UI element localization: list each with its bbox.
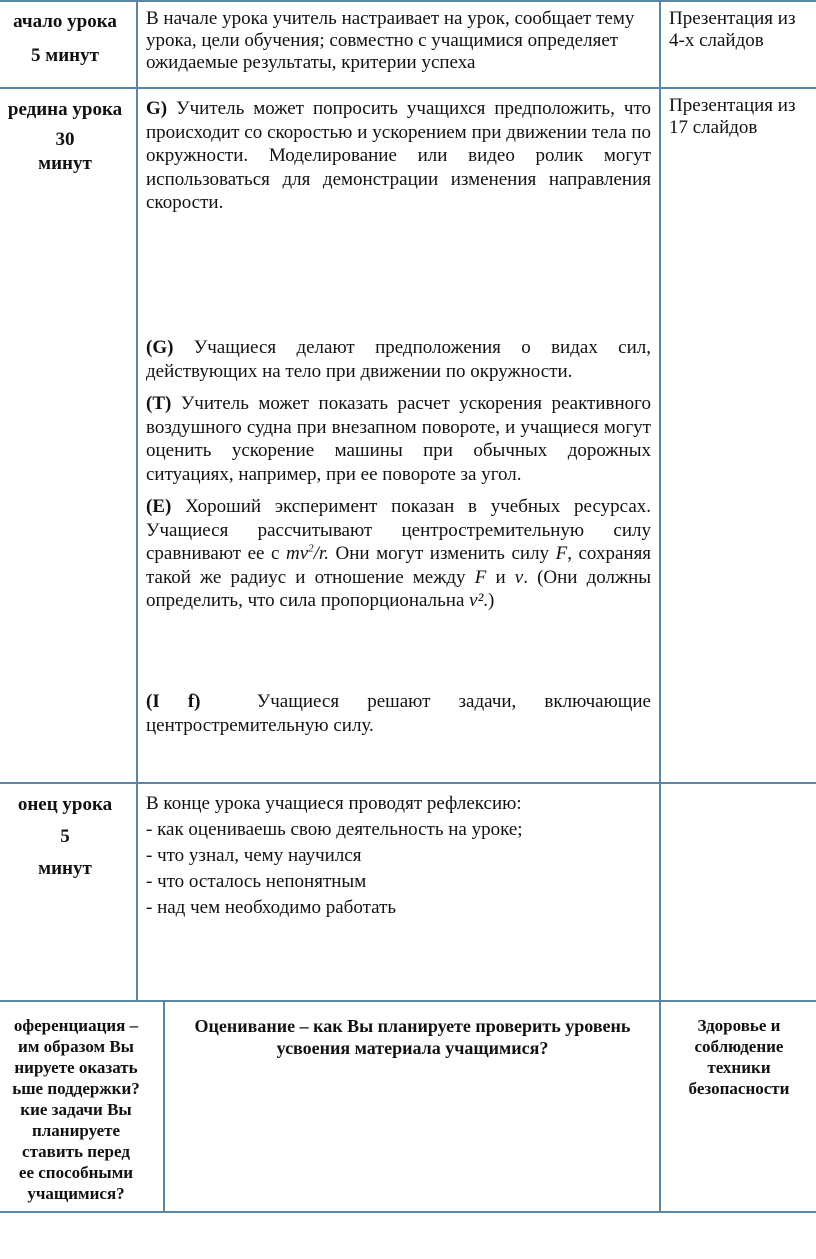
end-content (146, 791, 651, 921)
middle-resources: Презентация из 17 слайдов (669, 95, 796, 138)
list-item: - что узнал, чему научился (146, 845, 362, 866)
phase-middle-cell (0, 98, 136, 176)
phase-start-cell (0, 10, 136, 68)
column-divider (136, 0, 138, 1001)
phase-end-cell (0, 793, 136, 881)
variable-v-squared: v² (469, 590, 484, 611)
activity-text: Учащиеся решают задачи, включающие центростремительную силу. (146, 691, 651, 736)
list-item: - как оцениваешь свою деятельность на уроке; (146, 819, 523, 840)
formula-denominator: /r. (313, 543, 329, 564)
list-item: - над чем необходимо работать (146, 897, 397, 918)
row-divider (0, 87, 816, 89)
heading-line: ее способными (18, 1163, 134, 1182)
activity-label: G) (146, 98, 168, 119)
assessment-heading: Оценивание – как Вы планируете проверить уровень усвоения материала учащимися? (194, 1016, 631, 1058)
phase-time-number: 30 (55, 129, 75, 150)
heading-line: ьше поддержки? (12, 1079, 140, 1098)
table-border-bottom (0, 1211, 816, 1213)
column-divider (659, 1000, 661, 1213)
phase-time-unit: минут (38, 858, 92, 879)
reflection-intro: В конце урока учащиеся проводят рефлексию: (146, 793, 522, 814)
middle-paragraph-g (146, 97, 651, 215)
phase-time-number: 5 (60, 826, 70, 847)
activity-label: (I f) (146, 691, 201, 712)
activity-text: .) (483, 590, 495, 611)
phase-time-unit: минут (38, 153, 92, 174)
differentiation-heading (0, 1015, 162, 1204)
formula: mv (286, 543, 309, 564)
heading-line: кие задачи Вы (20, 1100, 132, 1119)
activity-label: (T) (146, 393, 172, 414)
phase-title: онец урока (17, 794, 113, 815)
row-divider (0, 782, 816, 784)
variable-f: F (555, 543, 568, 564)
activity-text: Они могут изменить силу (335, 543, 550, 564)
middle-paragraph-group (146, 336, 651, 613)
variable-v: v (514, 566, 524, 588)
activity-label: (G) (146, 337, 174, 358)
activity-text: Хороший эксперимент показан в учебных ресурсах. Учащиеся рассчитывают центростремительную силу сравнивают ее с (146, 496, 651, 564)
table-border-top (0, 0, 816, 2)
middle-paragraph-if (146, 690, 651, 737)
column-divider (163, 1000, 165, 1213)
activity-text: , сохраняя такой же радиус и отношение между (146, 543, 651, 588)
phase-title: ачало урока (13, 11, 117, 32)
variable-f: F (474, 566, 487, 588)
activity-text: . (Они должны определить, что сила пропорциональна (146, 566, 651, 611)
row-divider (0, 1000, 816, 1002)
formula-exponent: 2 (308, 542, 314, 555)
activity-label: (E) (146, 496, 172, 517)
activity-text: и (495, 566, 506, 588)
column-divider (659, 0, 661, 1001)
heading-line: планируете (31, 1121, 121, 1140)
activity-text: Учитель может попросить учащихся предположить, что происходит со скоростью и ускорением при движении тела по окружности. Моделирование или видео ролик могут использоваться для демонстрации изменения направления скорости. (146, 98, 651, 213)
heading-line: им образом Вы (18, 1037, 134, 1056)
start-content: В начале урока учитель настраивает на урок, сообщает тему урока, цели обучения; совместно с учащимися определяет ожидаемые результаты, критерии успеха (146, 8, 635, 73)
list-item: - что осталось непонятным (146, 871, 367, 892)
phase-title: редина урока (7, 99, 123, 120)
health-safety-heading: Здоровье и соблюдение техники безопасности (688, 1016, 790, 1098)
heading-line: нируете оказать (14, 1058, 138, 1077)
activity-text: Учитель может показать расчет ускорения реактивного воздушного судна при внезапном повороте, и учащиеся могут оценить ускорение машины при обычных дорожных ситуациях, например, при ее повороте за угол. (146, 393, 651, 485)
start-resources: Презентация из 4-х слайдов (669, 8, 796, 51)
heading-line: ставить перед (22, 1142, 130, 1161)
phase-time: 5 минут (31, 45, 99, 66)
heading-line: учащимися? (27, 1184, 125, 1203)
activity-text: Учащиеся делают предположения о видах сил, действующих на тело при движении по окружности. (146, 337, 651, 382)
heading-line: оференциация – (13, 1016, 139, 1035)
